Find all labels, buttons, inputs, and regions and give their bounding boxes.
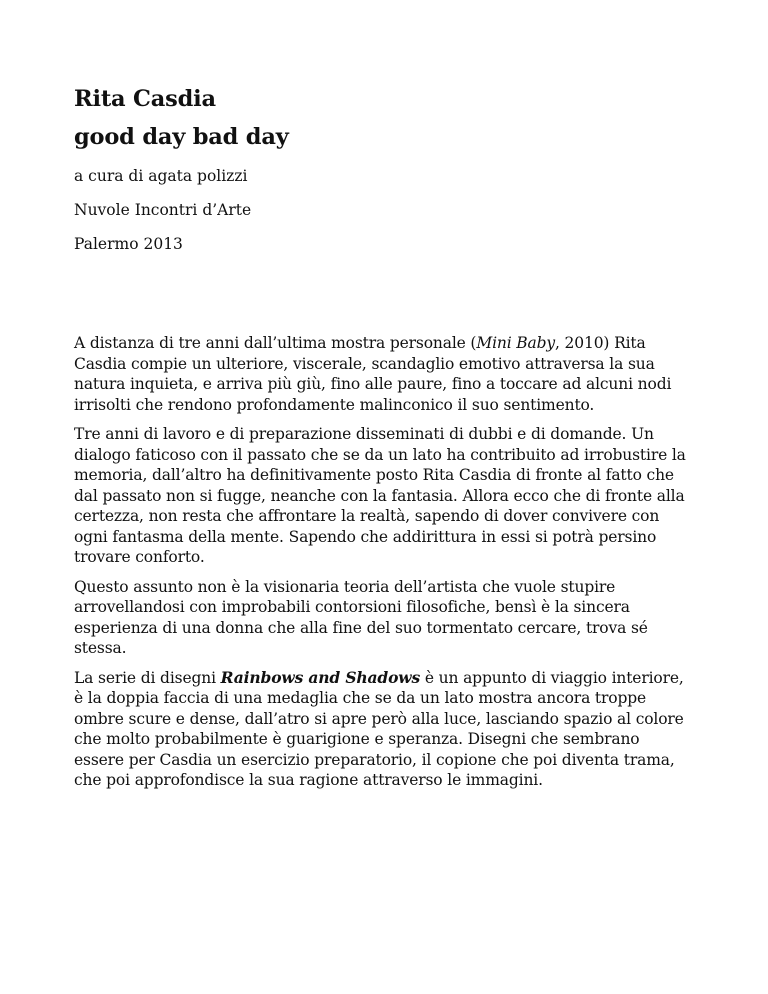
paragraph-1-title-italic: Mini Baby	[476, 334, 555, 352]
venue-line: Nuvole Incontri d’Arte	[74, 201, 252, 219]
exhibition-title: good day bad day	[74, 124, 289, 150]
paragraph-4-before: La serie di disegni	[74, 668, 221, 687]
paragraph-3: Questo assunto non è la visionaria teoria dell’artista che vuole stupire arrovellandosi con improbabili contorsioni filosofiche, bensì è la sincera esperienza di una donna che alla fine del suo tormentato cercare, trova sé stessa.	[74, 577, 648, 657]
paragraph-1-after: , 2010) Rita Casdia compie un ulteriore, viscerale, scandaglio emotivo attraversa la sua natura inquieta, e arriva più giù, fino alle paure, fino a toccare ad alcuni nodi irrisolti che rendono profondamente malinconico il suo sentimento.	[74, 334, 672, 414]
document-body	[74, 333, 694, 800]
paragraph-2: Tre anni di lavoro e di preparazione disseminati di dubbi e di domande. Un dialogo faticoso con il passato che se da un lato ha contribuito ad irrobustire la memoria, dall’altro ha definitivamente posto Rita Casdia di fronte al fatto che dal passato non si fugge, neanche con la fantasia. Allora ecco che di fronte alla certezza, non resta che affrontare la realtà, sapendo di dover convivere con ogni fantasma della mente. Sapendo che addirittura in essi si potrà persino trovare conforto.	[74, 425, 686, 566]
paragraph-1-before: A distanza di tre anni dall’ultima mostra personale (	[74, 334, 477, 352]
paragraph-4-after: è un appunto di viaggio interiore, è la doppia faccia di una medaglia che se da un lato mostra ancora troppe ombre scure e dense, dall’atro si apre però alla luce, lasciando spazio al colore che molto probabilmente è guarigione e speranza. Disegni che sembrano essere per Casdia un esercizio preparatorio, il copione che poi diventa trama, che poi approfondisce la sua ragione attraverso le immagini.	[74, 668, 684, 789]
place-year-line: Palermo 2013	[74, 235, 183, 253]
paragraph-4	[74, 668, 694, 791]
curator-line: a cura di agata polizzi	[74, 167, 248, 185]
paragraph-1	[74, 333, 694, 415]
author-name: Rita Casdia	[74, 86, 216, 112]
document-header	[74, 84, 694, 268]
paragraph-4-series-title: Rainbows and Shadows	[220, 667, 421, 687]
